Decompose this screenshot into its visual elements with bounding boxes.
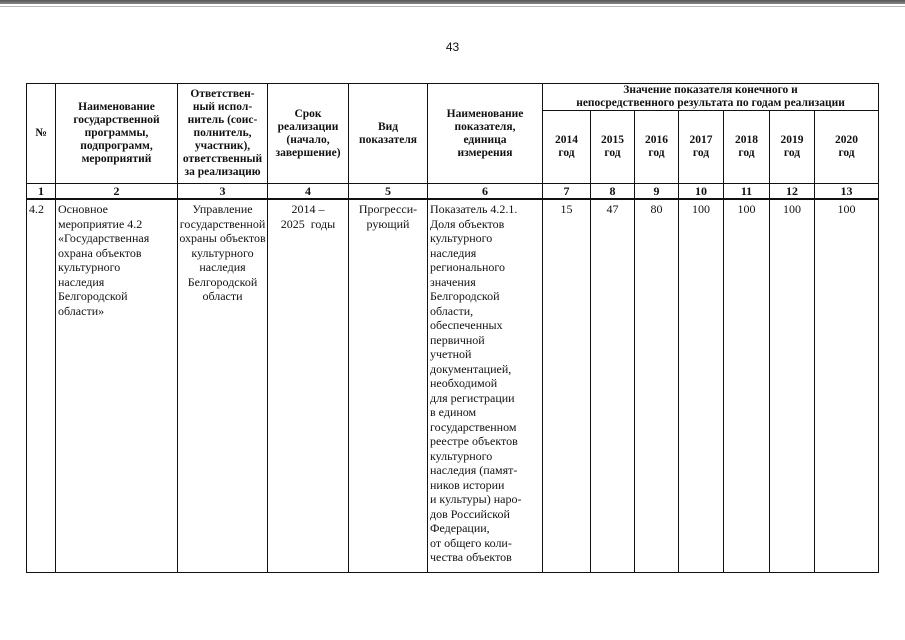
row-indicator-line: обеспеченных (430, 318, 503, 332)
column-number: 12 (770, 184, 815, 200)
row-indicator-line: Показатель 4.2.1. (430, 202, 518, 216)
row-indicator-line: ников истории (430, 477, 505, 492)
value-2017: 100 (679, 199, 724, 573)
year-unit: год (783, 147, 801, 159)
column-number: 3 (178, 184, 268, 200)
header-kind (349, 84, 428, 184)
row-indicator-line: чества объектов (430, 550, 512, 564)
row-indicator-line: документацией, (430, 361, 512, 376)
row-kind-line: Прогресси- (358, 202, 418, 216)
year-unit: год (558, 147, 575, 159)
year-label: 2015 (601, 134, 624, 146)
row-period-line: 2014 – (291, 202, 325, 216)
year-label: 2014 (555, 134, 578, 146)
column-number: 5 (349, 184, 428, 200)
row-kind-line: рующий (366, 216, 410, 231)
header-year-2016 (635, 111, 679, 184)
row-indicator-line: наследия (памят- (430, 463, 518, 477)
header-year-2019 (770, 111, 815, 184)
header-program-line: мероприятий (81, 153, 152, 165)
row-indicator (428, 199, 543, 573)
page-number: 43 (445, 40, 460, 54)
column-number: 1 (27, 184, 56, 200)
header-year-2014 (543, 111, 591, 184)
header-indicator (428, 84, 543, 184)
header-program-line: подпрограмм, (80, 140, 153, 152)
row-program-line: наследия (58, 274, 105, 289)
value-2014: 15 (543, 199, 591, 573)
column-number: 7 (543, 184, 591, 200)
year-label: 2017 (689, 134, 713, 146)
year-unit: год (838, 147, 855, 159)
row-indicator-line: необходимой (430, 376, 498, 390)
row-indicator-line: Федерации, (430, 521, 490, 535)
row-period-line: 2025 годы (280, 216, 336, 231)
row-indicator-line: культурного (430, 448, 493, 463)
value-2018: 100 (724, 199, 770, 573)
header-responsible-line: Ответствен- (190, 88, 255, 100)
row-responsible-line: государственной (179, 216, 266, 231)
scan-top-line (0, 6, 905, 7)
value-2015: 47 (591, 199, 635, 573)
row-indicator-line: государственном (430, 419, 517, 434)
header-period-line: Срок (294, 107, 322, 120)
row-responsible-line: Управление (192, 202, 253, 216)
row-indicator-line: первичной (430, 332, 485, 347)
row-indicator-line: культурного (430, 231, 493, 245)
year-label: 2019 (780, 134, 804, 146)
row-period (268, 199, 349, 573)
row-indicator-line: для регистрации (430, 390, 515, 405)
row-indicator-line: Доля объектов (430, 216, 505, 231)
header-responsible-line: ответственный (182, 153, 263, 165)
year-label: 2016 (645, 134, 668, 146)
header-responsible-line: полнитель, (193, 127, 252, 139)
row-program-line: «Государственная (58, 231, 150, 245)
value-2016: 80 (635, 199, 679, 573)
row-program-line: Белгородской (58, 289, 128, 303)
row-program-line: культурного (58, 260, 121, 274)
row-indicator-line: дов Российской (430, 506, 510, 521)
row-indicator-line: учетной (430, 347, 472, 361)
row-indicator-line: Белгородской (430, 289, 500, 303)
header-period-line: завершение) (275, 146, 341, 159)
header-program-line: программы, (84, 127, 149, 139)
row-indicator-line: реестре объектов (430, 434, 518, 448)
header-indicator-line: измерения (457, 146, 513, 159)
year-label: 2020 (835, 134, 859, 146)
row-indicator-line: значения (430, 274, 476, 289)
value-2019: 100 (770, 199, 815, 573)
column-number: 6 (428, 184, 543, 200)
column-number: 13 (815, 184, 879, 200)
header-values-line: Значение показателя конечного и (623, 84, 798, 96)
row-responsible-line: охраны объектов (179, 231, 266, 245)
header-year-2015 (591, 111, 635, 184)
header-program-line: государственной (73, 114, 160, 126)
row-responsible-line: Белгородской (187, 274, 258, 289)
column-number: 10 (679, 184, 724, 200)
header-kind-line: Вид (377, 120, 399, 133)
column-number: 9 (635, 184, 679, 200)
row-indicator-line: в едином (430, 405, 477, 419)
row-program-line: Основное (58, 202, 108, 216)
year-unit: год (692, 147, 710, 159)
header-responsible-line: нитель (соис- (187, 114, 258, 126)
header-indicator-line: единица (463, 133, 507, 146)
header-period-line: реализации (277, 120, 339, 133)
column-number: 11 (724, 184, 770, 200)
header-num: № (27, 84, 56, 184)
indicators-table (26, 83, 879, 573)
row-indicator-line: наследия (430, 245, 477, 260)
header-period (268, 84, 349, 184)
row-program-line: охрана объектов (58, 245, 142, 260)
column-number: 2 (56, 184, 178, 200)
table-row (27, 199, 879, 573)
year-unit: год (738, 147, 755, 159)
header-indicator-line: показателя, (454, 120, 516, 133)
row-responsible-line: культурного (191, 245, 254, 260)
header-year-2018 (724, 111, 770, 184)
row-responsible-line: наследия (199, 260, 246, 274)
header-responsible-line: участник), (194, 140, 251, 152)
year-unit: год (604, 147, 621, 159)
row-program-line: мероприятие 4.2 (58, 216, 143, 231)
year-label: 2018 (735, 134, 758, 146)
header-indicator-line: Наименование (446, 107, 524, 120)
header-year-2017 (679, 111, 724, 184)
header-row (27, 84, 879, 111)
header-kind-line: показателя (358, 133, 418, 146)
value-2020: 100 (815, 199, 879, 573)
header-responsible (178, 84, 268, 184)
header-program (56, 84, 178, 184)
row-responsible (178, 199, 268, 573)
header-responsible-line: ный испол- (192, 101, 253, 113)
header-values-group (543, 84, 879, 111)
header-responsible-line: за реализацию (184, 166, 261, 178)
header-program-line: Наименование (78, 101, 155, 113)
row-program-line: области» (58, 303, 105, 318)
row-kind (349, 199, 428, 573)
year-unit: год (648, 147, 665, 159)
column-number: 4 (268, 184, 349, 200)
row-indicator-line: регионального (430, 260, 506, 274)
header-values-line: непосредственного результата по годам реализации (576, 97, 845, 109)
column-numbers-row (27, 184, 879, 200)
header-year-2020 (815, 111, 879, 184)
row-num: 4.2 (27, 199, 56, 573)
row-program (56, 199, 178, 573)
column-number: 8 (591, 184, 635, 200)
scan-top-border (0, 0, 905, 4)
header-period-line: (начало, (286, 133, 330, 146)
row-indicator-line: и культуры) наро- (430, 492, 522, 506)
row-responsible-line: области (202, 289, 243, 303)
row-indicator-line: от общего коли- (430, 535, 512, 550)
row-indicator-line: области, (430, 303, 474, 318)
